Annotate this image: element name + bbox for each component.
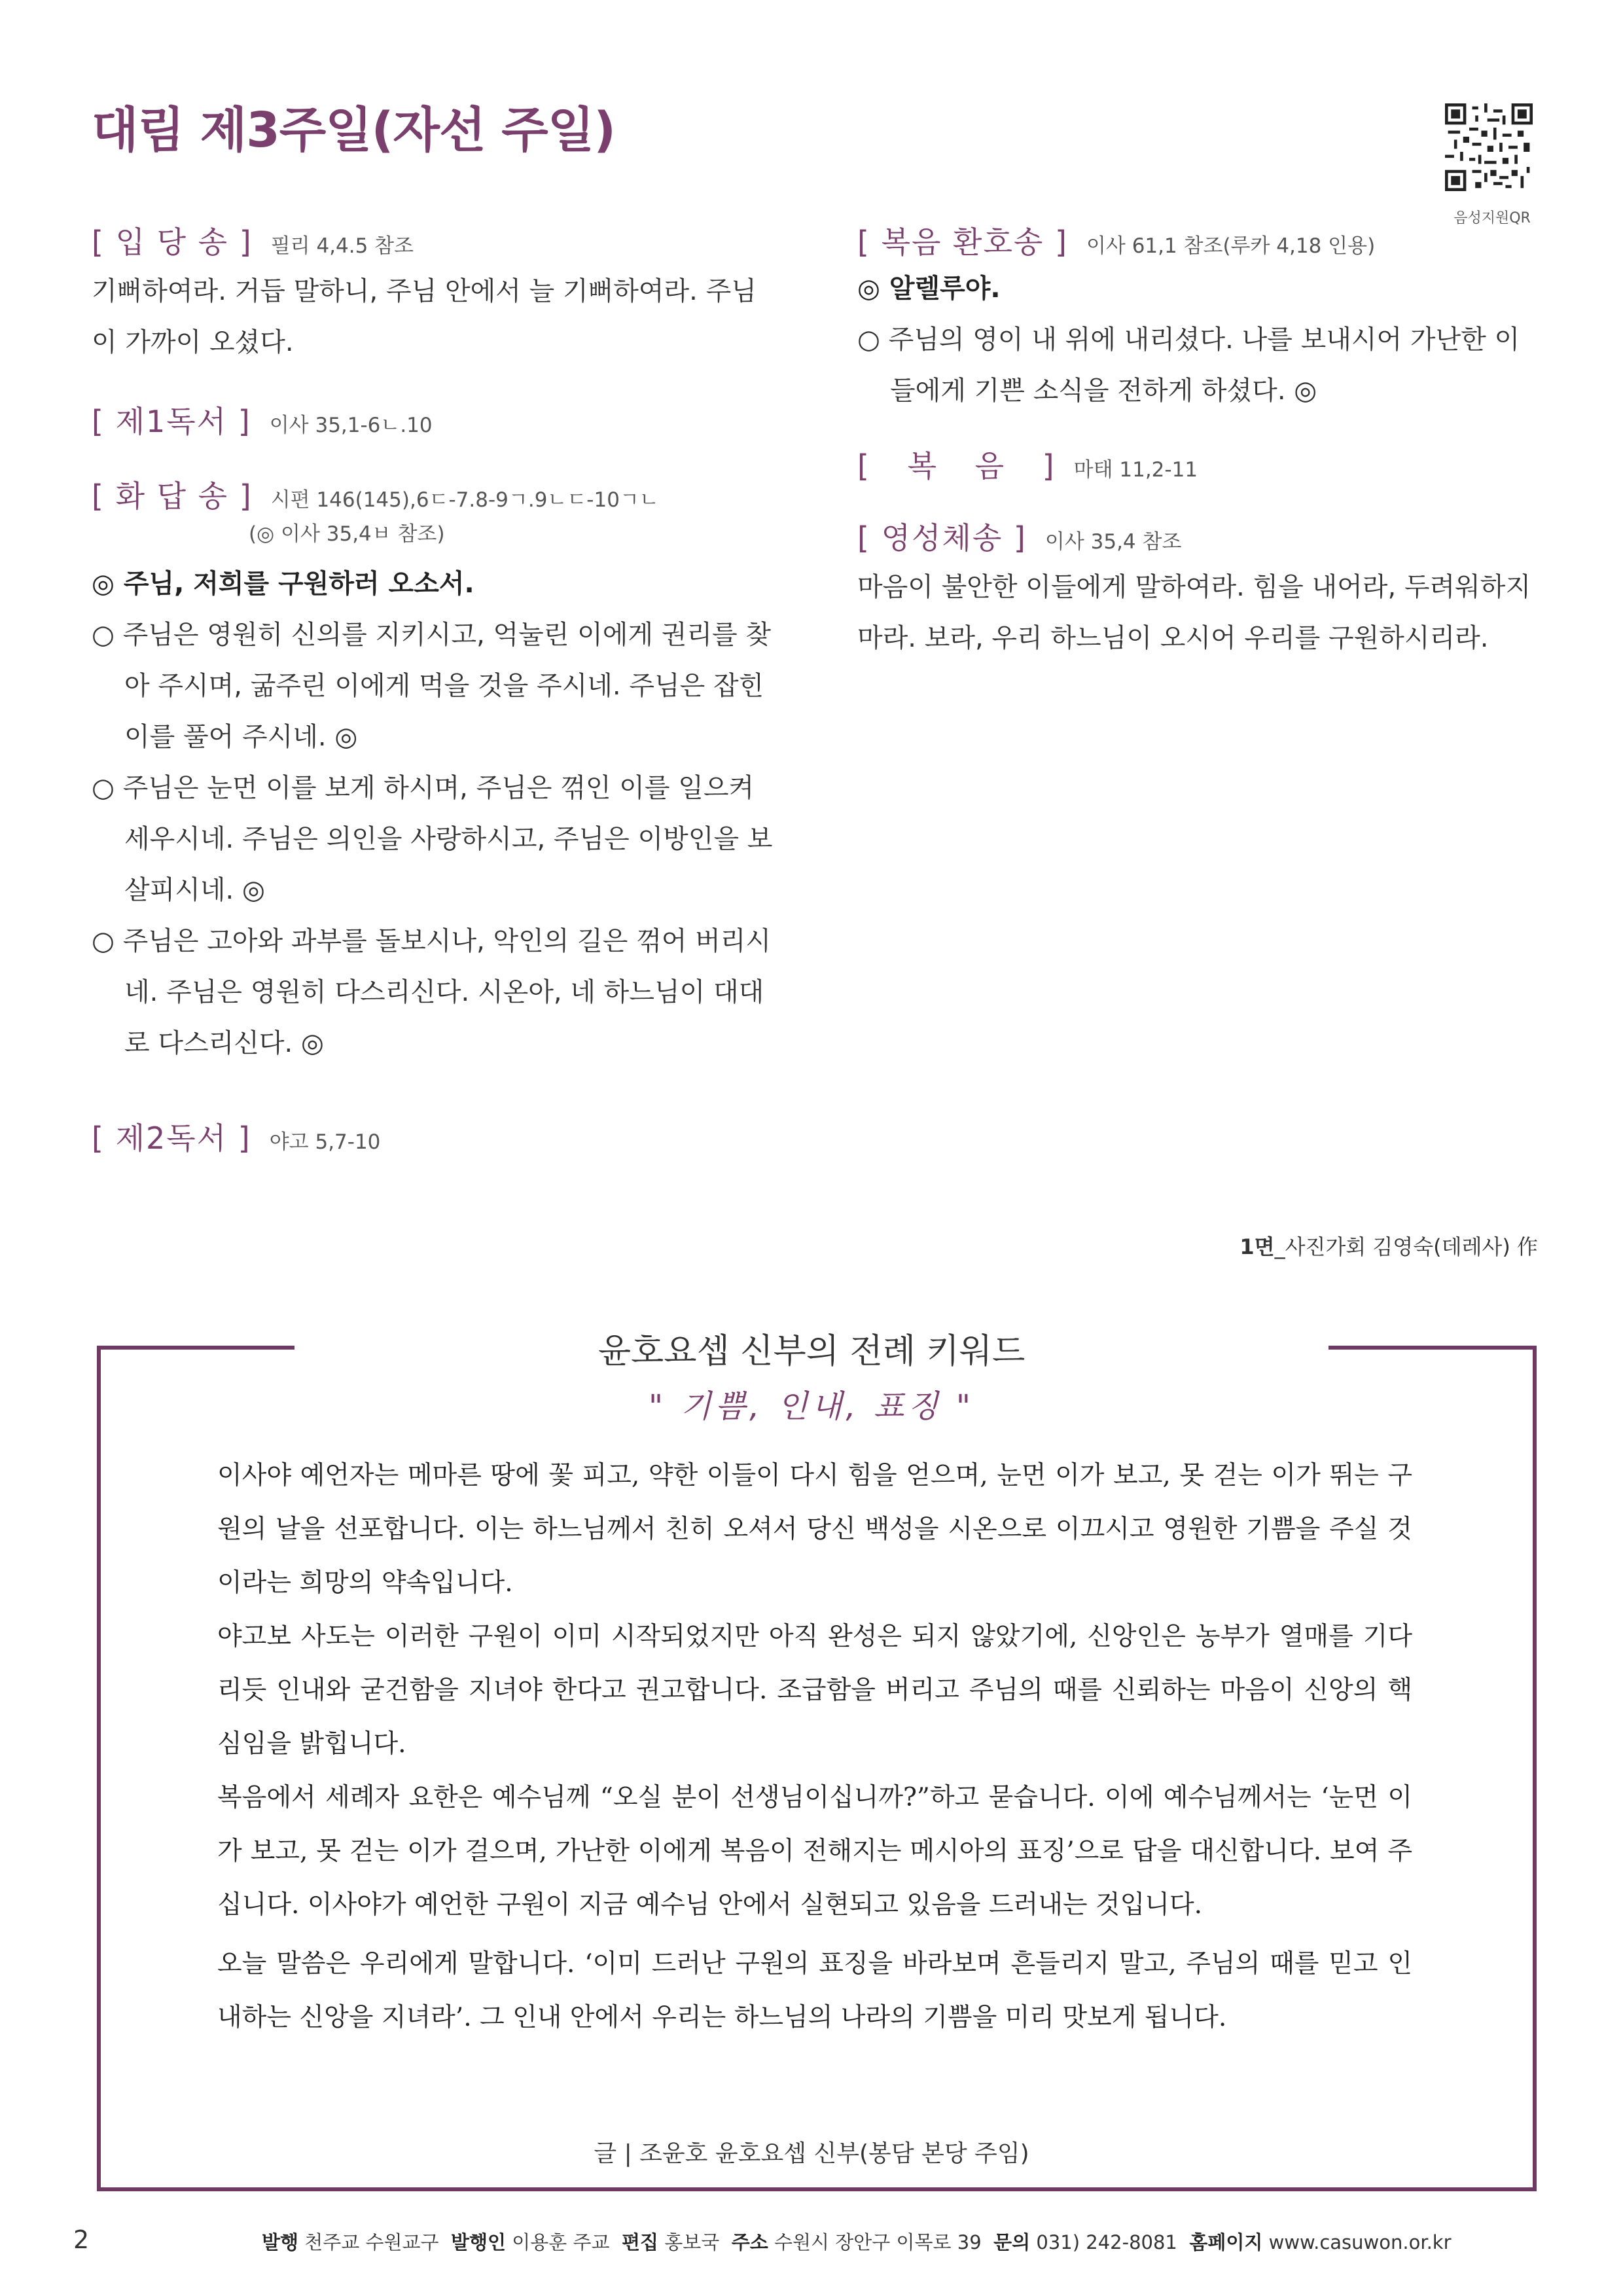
- responsorial-psalm: [92, 473, 779, 1069]
- entrance-text: 기뻐하여라. 거듭 말하니, 주님 안에서 늘 기뻐하여라. 주님이 가까이 오셨다.: [92, 276, 757, 357]
- editor-label: 편집: [622, 2231, 659, 2253]
- keyword-box-subtitle: " 기쁨, 인내, 표징 ": [649, 1388, 974, 1425]
- right-column: [857, 219, 1538, 683]
- homepage-link[interactable]: www.casuwon.or.kr: [1268, 2231, 1452, 2253]
- second-reading: [92, 1115, 779, 1158]
- reading1-label: [ 제1독서 ]: [92, 404, 251, 439]
- gospel: [857, 442, 1538, 486]
- keyword-box-body: [217, 1449, 1412, 2045]
- issuer-label: 발행인: [451, 2231, 507, 2253]
- acclamation-response: ◎ 알렐루야.: [857, 274, 1001, 304]
- qr-code-icon[interactable]: [1445, 103, 1533, 191]
- communion-label: [ 영성체송 ]: [857, 520, 1027, 556]
- reading2-label: [ 제2독서 ]: [92, 1121, 251, 1156]
- entrance-ref: 필리 4,4.5 참조: [270, 234, 414, 258]
- acclamation-verse: ○ 주님의 영이 내 위에 내리셨다. 나를 보내시어 가난한 이들에게 기쁜 소식을 전하게 하셨다. ◎: [857, 325, 1520, 406]
- address: 수원시 장안구 이목로 39: [774, 2231, 982, 2253]
- keyword-paragraph: 이사야 예언자는 메마른 땅에 꽃 피고, 약한 이들이 다시 힘을 얻으며, 눈먼 이가 보고, 못 걷는 이가 뛰는 구원의 날을 선포합니다. 이는 하느님께서 친히 오셔서 당신 백성을 시온으로 이끄시고 영원한 기쁨을 주실 것이라는 희망의 약속입니다.: [217, 1461, 1412, 1598]
- psalm-ref: 시편 146(145),6ㄷ-7.8-9ㄱ.9ㄴㄷ-10ㄱㄴ: [270, 488, 659, 512]
- homepage-label: 홈페이지: [1189, 2231, 1263, 2253]
- entrance-antiphon: [92, 219, 779, 368]
- psalm-response: ◎ 주님, 저희를 구원하러 오소서.: [92, 569, 474, 599]
- gospel-ref: 마태 11,2-11: [1073, 458, 1198, 482]
- keyword-box-signature: 글 | 조윤호 윤호요셉 신부(봉담 본당 주임): [594, 2140, 1029, 2167]
- qr-label: 음성지원QR: [1454, 210, 1531, 226]
- credit-text: _사진가회 김영숙(데레사) 作: [1274, 1234, 1538, 1259]
- contact-label: 문의: [993, 2231, 1031, 2253]
- publisher-label: 발행: [262, 2231, 299, 2253]
- editor: 홍보국: [664, 2231, 720, 2253]
- psalm-verse: ○ 주님은 눈먼 이를 보게 하시며, 주님은 꺾인 이를 일으켜 세우시네. 주님은 의인을 사랑하시고, 주님은 이방인을 보살피시네. ◎: [92, 773, 773, 905]
- keyword-paragraph: 오늘 말씀은 우리에게 말합니다. ‘이미 드러난 구원의 표징을 바라보며 흔들리지 말고, 주님의 때를 믿고 인내하는 신앙을 지녀라’. 그 인내 안에서 우리는 하느님의 나라의 기쁨을 미리 맛보게 됩니다.: [217, 1949, 1412, 2032]
- page-title: 대림 제3주일(자선 주일): [92, 102, 616, 158]
- gospel-acclamation: [857, 219, 1538, 416]
- acclamation-ref: 이사 61,1 참조(루카 4,18 인용): [1086, 234, 1376, 258]
- keyword-box-title: 윤호요셉 신부의 전례 키워드: [597, 1332, 1026, 1371]
- credit-page-ref: 1면: [1240, 1234, 1275, 1259]
- psalm-label: [ 화 답 송 ]: [92, 478, 253, 514]
- publisher: 천주교 수원교구: [304, 2231, 439, 2253]
- contact: 031) 242-8081: [1036, 2231, 1177, 2253]
- reading1-ref: 이사 35,1-6ㄴ.10: [269, 414, 433, 437]
- footer-info: [262, 2228, 1452, 2255]
- address-label: 주소: [731, 2231, 768, 2253]
- keyword-paragraph: 복음에서 세례자 요한은 예수님께 “오실 분이 선생님이십니까?”하고 묻습니다. 이에 예수님께서는 ‘눈먼 이가 보고, 못 걷는 이가 걸으며, 가난한 이에게 복음이 전해지는 메시아의 표징’으로 답을 대신합니다. 보여 주십니다. 이사야가 예언한 구원이 지금 예수님 안에서 실현되고 있음을 드러내는 것입니다.: [217, 1783, 1412, 1920]
- acclamation-label: [ 복음 환호송 ]: [857, 224, 1068, 260]
- psalm-ref-response: (◎ 이사 35,4ㅂ 참조): [249, 522, 445, 546]
- page-number: 2: [73, 2225, 90, 2254]
- left-column: [92, 219, 779, 1177]
- keyword-paragraph: 야고보 사도는 이러한 구원이 이미 시작되었지만 아직 완성은 되지 않았기에, 신앙인은 농부가 열매를 기다리듯 인내와 굳건함을 지녀야 한다고 권고합니다. 조급함을 버리고 주님의 때를 신뢰하는 마음이 신앙의 핵심임을 밝힙니다.: [217, 1622, 1412, 1759]
- psalm-verse: ○ 주님은 영원히 신의를 지키시고, 억눌린 이에게 권리를 찾아 주시며, 굶주린 이에게 먹을 것을 주시네. 주님은 잡힌 이를 풀어 주시네. ◎: [92, 620, 772, 752]
- reading2-ref: 야고 5,7-10: [269, 1130, 381, 1154]
- entrance-label: [ 입 당 송 ]: [92, 224, 253, 260]
- psalm-verse: ○ 주님은 고아와 과부를 돌보시나, 악인의 길은 꺾어 버리시네. 주님은 영원히 다스리신다. 시온아, 네 하느님이 대대로 다스리신다. ◎: [92, 926, 772, 1058]
- first-reading: [92, 398, 779, 441]
- photo-credit: [1240, 1230, 1538, 1261]
- gospel-label: [ 복 음 ]: [857, 448, 1056, 484]
- issuer: 이용훈 주교: [512, 2231, 610, 2253]
- communion-antiphon: [857, 514, 1538, 664]
- communion-ref: 이사 35,4 참조: [1044, 530, 1182, 554]
- communion-text: 마음이 불안한 이들에게 말하여라. 힘을 내어라, 두려워하지 마라. 보라, 우리 하느님이 오시어 우리를 구원하시리라.: [857, 572, 1531, 653]
